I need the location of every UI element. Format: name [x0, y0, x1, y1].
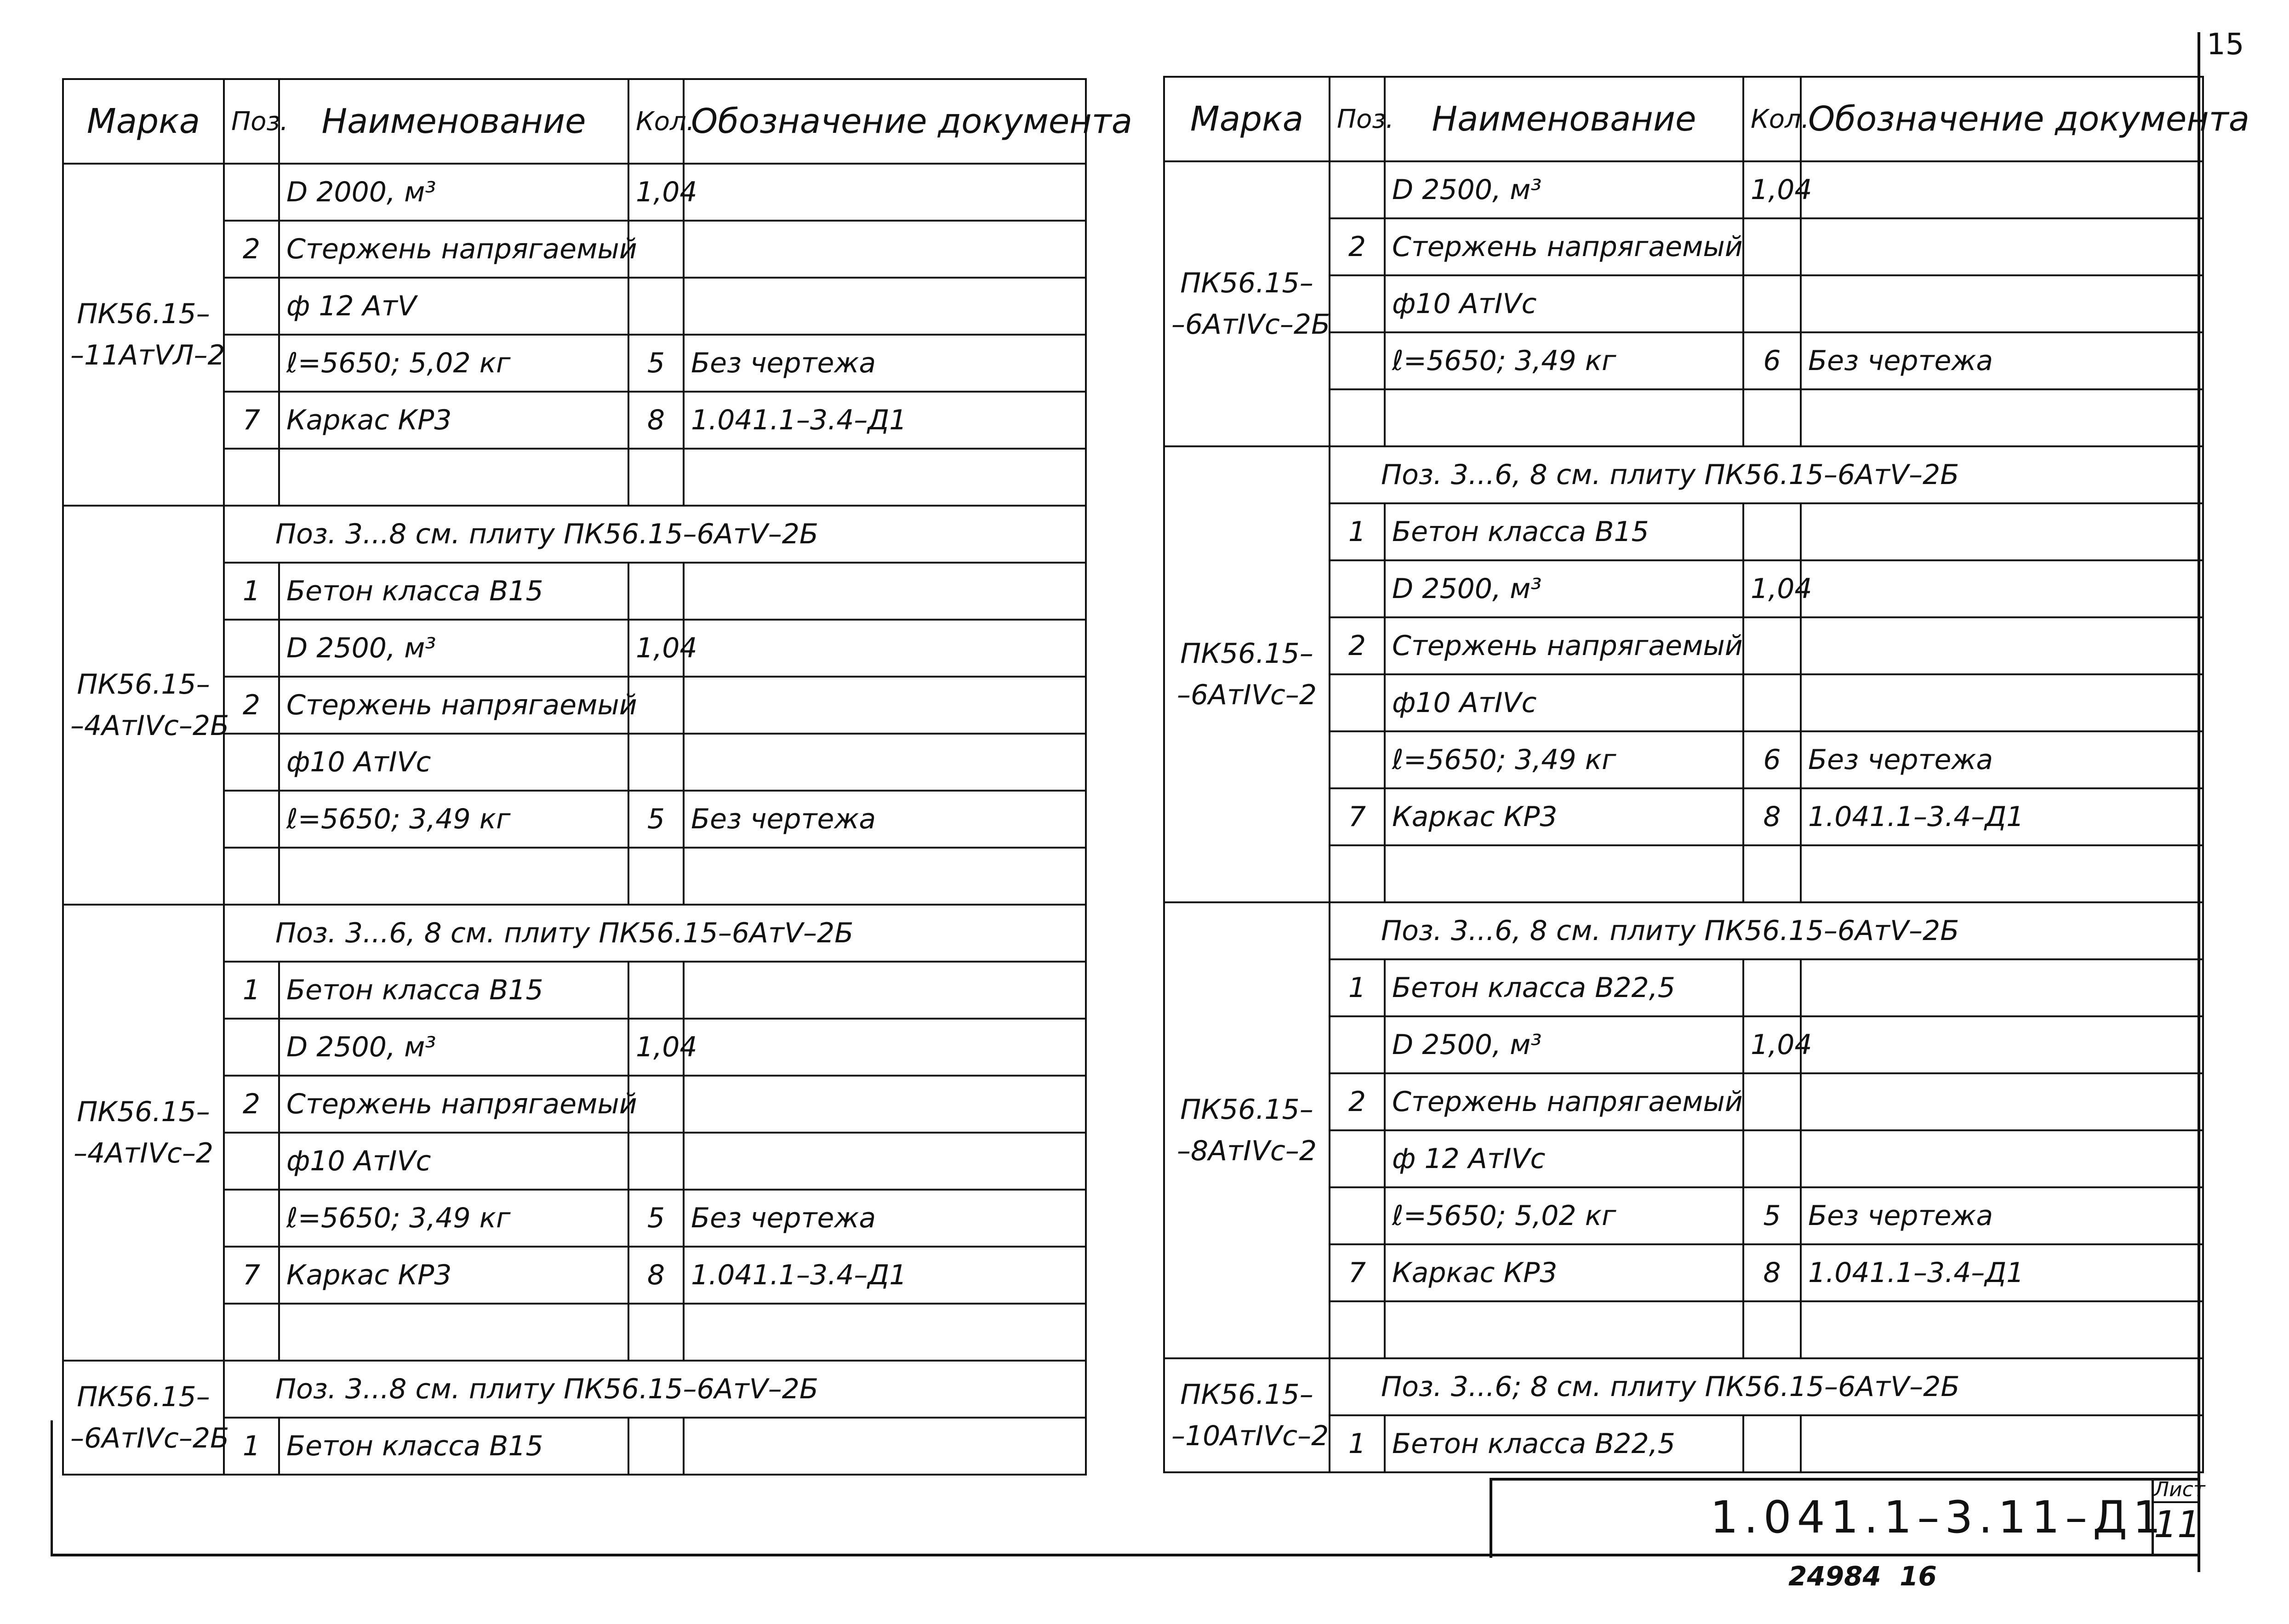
col-header-doc: Обозначение документа: [684, 79, 1086, 164]
col-header-qty: Кол.: [1743, 77, 1801, 161]
quantity-cell: 1,04: [628, 1019, 684, 1076]
name-cell: Бетон класса В15: [279, 563, 628, 620]
quantity-cell: [628, 1133, 684, 1190]
document-cell: 1.041.1–3.4–Д1: [684, 392, 1086, 449]
see-slab-note: Поз. 3...8 см. плиту ПК56.15–6АтV–2Б: [224, 506, 1086, 563]
mark-cell: ПК56.15– –6АтIVс–2: [1164, 446, 1330, 902]
name-cell: ℓ=5650; 3,49 кг: [279, 791, 628, 848]
document-code: 1.041.1–3.11–Д1: [1710, 1492, 2167, 1543]
name-cell: [1385, 845, 1743, 902]
quantity-cell: [1743, 1130, 1801, 1187]
table-header: [63, 79, 1086, 164]
position-cell: [1330, 275, 1385, 332]
name-cell: Стержень напрягаемый: [279, 221, 628, 278]
document-cell: [684, 620, 1086, 677]
document-cell: [684, 1304, 1086, 1361]
name-cell: ℓ=5650; 3,49 кг: [279, 1190, 628, 1247]
position-cell: [224, 449, 279, 506]
position-cell: [1330, 332, 1385, 389]
name-cell: Каркас КР3: [1385, 788, 1743, 845]
quantity-cell: [1743, 617, 1801, 674]
see-slab-note: Поз. 3...6, 8 см. плиту ПК56.15–6АтV–2Б: [224, 905, 1086, 962]
quantity-cell: 5: [628, 791, 684, 848]
position-cell: [1330, 389, 1385, 446]
document-cell: [1801, 161, 2203, 218]
document-cell: [684, 563, 1086, 620]
quantity-cell: [1743, 1415, 1801, 1472]
col-header-name: Наименование: [279, 79, 628, 164]
quantity-cell: 5: [628, 1190, 684, 1247]
position-cell: 2: [224, 221, 279, 278]
document-cell: [684, 1019, 1086, 1076]
document-cell: Без чертежа: [684, 335, 1086, 392]
quantity-cell: [628, 1304, 684, 1361]
position-cell: 2: [224, 677, 279, 734]
mark-cell: ПК56.15– –11АтVЛ–2: [63, 164, 224, 506]
name-cell: Стержень напрягаемый: [1385, 218, 1743, 275]
col-header-name: Наименование: [1385, 77, 1743, 161]
document-cell: 1.041.1–3.4–Д1: [684, 1247, 1086, 1304]
quantity-cell: 1,04: [1743, 560, 1801, 617]
see-slab-note: Поз. 3...6, 8 см. плиту ПК56.15–6АтV–2Б: [1330, 902, 2203, 959]
name-cell: ℓ=5650; 3,49 кг: [1385, 731, 1743, 788]
sheet-label: Лист: [2154, 1478, 2200, 1503]
position-cell: [1330, 674, 1385, 731]
document-cell: [684, 848, 1086, 905]
table-row: [1164, 161, 2203, 218]
quantity-cell: [1743, 959, 1801, 1016]
col-header-mark: Марка: [1164, 77, 1330, 161]
quantity-cell: [628, 563, 684, 620]
position-cell: [1330, 1016, 1385, 1073]
quantity-cell: 5: [1743, 1187, 1801, 1244]
position-cell: [224, 164, 279, 221]
name-cell: Каркас КР3: [279, 1247, 628, 1304]
left-spec-table: [62, 78, 1133, 1476]
name-cell: D 2000, м³: [279, 164, 628, 221]
position-cell: [224, 1019, 279, 1076]
quantity-cell: [628, 278, 684, 335]
name-cell: D 2500, м³: [279, 620, 628, 677]
name-cell: Стержень напрягаемый: [1385, 1073, 1743, 1130]
position-cell: 7: [224, 1247, 279, 1304]
see-slab-note: Поз. 3...8 см. плиту ПК56.15–6АтV–2Б: [224, 1361, 1086, 1418]
table-row: [63, 164, 1086, 221]
position-cell: [224, 1190, 279, 1247]
col-header-pos: Поз.: [1330, 77, 1385, 161]
position-cell: [224, 791, 279, 848]
document-cell: [684, 278, 1086, 335]
document-cell: [1801, 1415, 2203, 1472]
document-cell: [684, 221, 1086, 278]
name-cell: ф10 АтIVс: [279, 734, 628, 791]
document-cell: [1801, 389, 2203, 446]
position-cell: 1: [224, 962, 279, 1019]
position-cell: 1: [1330, 1415, 1385, 1472]
quantity-cell: [628, 734, 684, 791]
quantity-cell: 1,04: [628, 164, 684, 221]
name-cell: Каркас КР3: [279, 392, 628, 449]
name-cell: ℓ=5650; 5,02 кг: [1385, 1187, 1743, 1244]
document-cell: Без чертежа: [1801, 1187, 2203, 1244]
document-cell: [684, 1418, 1086, 1475]
quantity-cell: 1,04: [1743, 1016, 1801, 1073]
quantity-cell: 6: [1743, 332, 1801, 389]
position-cell: 2: [1330, 1073, 1385, 1130]
position-cell: 1: [224, 1418, 279, 1475]
position-cell: [224, 734, 279, 791]
position-cell: [224, 1304, 279, 1361]
name-cell: Стержень напрягаемый: [1385, 617, 1743, 674]
position-cell: [1330, 1301, 1385, 1358]
table-header: [1164, 77, 2203, 161]
name-cell: [279, 848, 628, 905]
footer-inventory-number: 24984 16: [1788, 1561, 1937, 1592]
col-header-pos: Поз.: [224, 79, 279, 164]
position-cell: 1: [1330, 959, 1385, 1016]
position-cell: [1330, 1130, 1385, 1187]
document-cell: [1801, 503, 2203, 560]
col-header-mark: Марка: [63, 79, 224, 164]
mark-cell: ПК56.15– –8АтIVс–2: [1164, 902, 1330, 1358]
document-cell: 1.041.1–3.4–Д1: [1801, 1244, 2203, 1301]
mark-cell: ПК56.15– –6АтIVс–2Б: [63, 1361, 224, 1475]
document-cell: [1801, 845, 2203, 902]
name-cell: Стержень напрягаемый: [279, 1076, 628, 1133]
document-cell: [1801, 1073, 2203, 1130]
document-cell: [1801, 617, 2203, 674]
see-slab-note: Поз. 3...6, 8 см. плиту ПК56.15–6АтV–2Б: [1330, 446, 2203, 503]
position-cell: 2: [1330, 617, 1385, 674]
name-cell: D 2500, м³: [1385, 560, 1743, 617]
document-cell: [684, 1133, 1086, 1190]
name-cell: ф10 АтIVс: [279, 1133, 628, 1190]
document-cell: [684, 962, 1086, 1019]
quantity-cell: [1743, 503, 1801, 560]
col-header-qty: Кол.: [628, 79, 684, 164]
name-cell: Бетон класса В15: [279, 1418, 628, 1475]
name-cell: ф 12 АтV: [279, 278, 628, 335]
name-cell: Бетон класса В22,5: [1385, 959, 1743, 1016]
table-row: [1164, 1358, 2203, 1415]
quantity-cell: [628, 1418, 684, 1475]
quantity-cell: [1743, 1301, 1801, 1358]
position-cell: [1330, 161, 1385, 218]
quantity-cell: [628, 848, 684, 905]
document-cell: Без чертежа: [1801, 731, 2203, 788]
mark-cell: ПК56.15– –6АтIVс–2Б: [1164, 161, 1330, 446]
position-cell: [224, 335, 279, 392]
name-cell: Бетон класса В15: [1385, 503, 1743, 560]
name-cell: Бетон класса В15: [279, 962, 628, 1019]
name-cell: D 2500, м³: [279, 1019, 628, 1076]
see-slab-note: Поз. 3...6; 8 см. плиту ПК56.15–6АтV–2Б: [1330, 1358, 2203, 1415]
quantity-cell: 1,04: [1743, 161, 1801, 218]
document-cell: Без чертежа: [684, 1190, 1086, 1247]
position-cell: [1330, 560, 1385, 617]
sheet-number: 11: [2154, 1503, 2201, 1546]
quantity-cell: [1743, 218, 1801, 275]
table-row: [1164, 902, 2203, 959]
quantity-cell: [1743, 389, 1801, 446]
name-cell: D 2500, м³: [1385, 161, 1743, 218]
page-number: 15: [2207, 28, 2244, 62]
name-cell: Каркас КР3: [1385, 1244, 1743, 1301]
document-cell: Без чертежа: [1801, 332, 2203, 389]
table-row: [63, 506, 1086, 563]
position-cell: [224, 848, 279, 905]
name-cell: [279, 1304, 628, 1361]
name-cell: Бетон класса В22,5: [1385, 1415, 1743, 1472]
quantity-cell: 6: [1743, 731, 1801, 788]
position-cell: [224, 1133, 279, 1190]
position-cell: 1: [224, 563, 279, 620]
quantity-cell: 8: [1743, 1244, 1801, 1301]
table-row: [1164, 446, 2203, 503]
mark-cell: ПК56.15– –4АтIVс–2Б: [63, 506, 224, 905]
mark-cell: ПК56.15– –10АтIVс–2: [1164, 1358, 1330, 1472]
table-row: [63, 905, 1086, 962]
mark-cell: ПК56.15– –4АтIVс–2: [63, 905, 224, 1361]
document-cell: Без чертежа: [684, 791, 1086, 848]
document-cell: [1801, 674, 2203, 731]
document-cell: [1801, 1130, 2203, 1187]
name-cell: ф10 АтIVс: [1385, 674, 1743, 731]
document-cell: 1.041.1–3.4–Д1: [1801, 788, 2203, 845]
name-cell: [1385, 1301, 1743, 1358]
quantity-cell: 5: [628, 335, 684, 392]
quantity-cell: 8: [1743, 788, 1801, 845]
document-cell: [1801, 959, 2203, 1016]
document-cell: [684, 1076, 1086, 1133]
quantity-cell: 8: [628, 392, 684, 449]
document-cell: [1801, 275, 2203, 332]
name-cell: ф 12 АтIVс: [1385, 1130, 1743, 1187]
quantity-cell: 1,04: [628, 620, 684, 677]
quantity-cell: [1743, 845, 1801, 902]
quantity-cell: [628, 449, 684, 506]
name-cell: ℓ=5650; 3,49 кг: [1385, 332, 1743, 389]
name-cell: Стержень напрягаемый: [279, 677, 628, 734]
sheet-cell: [2152, 1478, 2205, 1555]
position-cell: [1330, 731, 1385, 788]
name-cell: ℓ=5650; 5,02 кг: [279, 335, 628, 392]
col-header-doc: Обозначение документа: [1801, 77, 2203, 161]
document-cell: [684, 164, 1086, 221]
document-cell: [684, 734, 1086, 791]
quantity-cell: [1743, 275, 1801, 332]
name-cell: D 2500, м³: [1385, 1016, 1743, 1073]
position-cell: [224, 620, 279, 677]
document-cell: [684, 677, 1086, 734]
position-cell: 2: [224, 1076, 279, 1133]
position-cell: [1330, 1187, 1385, 1244]
position-cell: 1: [1330, 503, 1385, 560]
right-spec-table: [1163, 76, 2250, 1473]
document-cell: [1801, 1016, 2203, 1073]
quantity-cell: 8: [628, 1247, 684, 1304]
quantity-cell: [1743, 1073, 1801, 1130]
name-cell: ф10 АтIVс: [1385, 275, 1743, 332]
document-cell: [1801, 218, 2203, 275]
position-cell: 7: [224, 392, 279, 449]
quantity-cell: [1743, 674, 1801, 731]
document-cell: [1801, 560, 2203, 617]
position-cell: 7: [1330, 1244, 1385, 1301]
quantity-cell: [628, 962, 684, 1019]
position-cell: 2: [1330, 218, 1385, 275]
table-row: [63, 1361, 1086, 1418]
frame-left-line: [51, 1420, 53, 1556]
document-cell: [1801, 1301, 2203, 1358]
name-cell: [279, 449, 628, 506]
position-cell: [224, 278, 279, 335]
document-cell: [684, 449, 1086, 506]
position-cell: 7: [1330, 788, 1385, 845]
name-cell: [1385, 389, 1743, 446]
position-cell: [1330, 845, 1385, 902]
